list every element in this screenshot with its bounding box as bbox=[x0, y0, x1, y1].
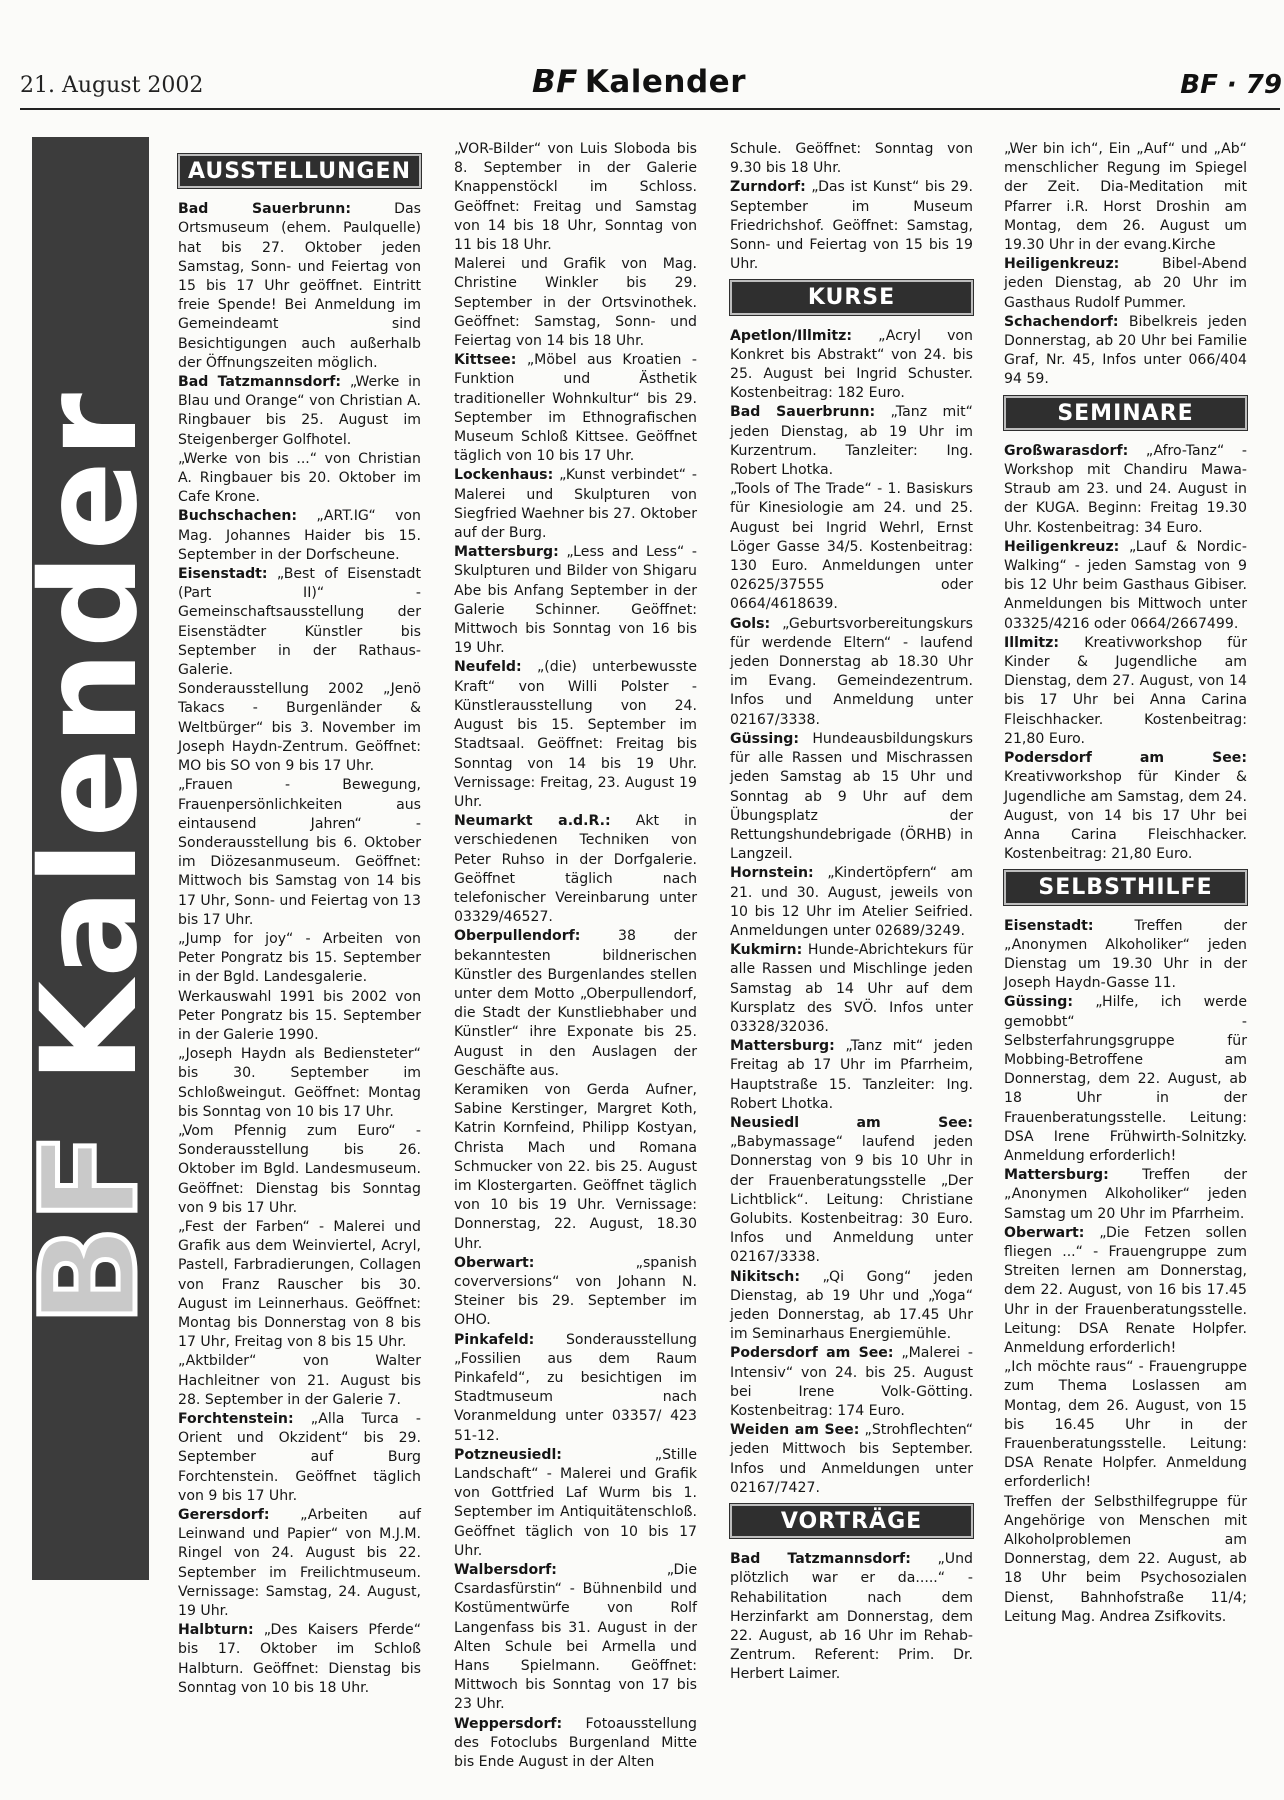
calendar-entry bbox=[454, 1715, 697, 1773]
entry-location: Oberwart: bbox=[454, 1254, 535, 1271]
calendar-entry bbox=[730, 1344, 973, 1421]
calendar-entry bbox=[1004, 749, 1247, 864]
calendar-entry bbox=[454, 1081, 697, 1254]
calendar-entry bbox=[730, 941, 973, 1037]
calendar-entry bbox=[730, 730, 973, 864]
side-banner-title bbox=[13, 390, 167, 1326]
entry-location: Güssing: bbox=[730, 730, 799, 747]
calendar-entry bbox=[178, 450, 421, 508]
calendar-entry bbox=[1004, 1493, 1247, 1627]
calendar-entry bbox=[454, 255, 697, 351]
entry-text: „Tanz mit“ jeden Dienstag, ab 19 Uhr im Kurzentrum. Tanzleiter: Ing. Robert Lhotka. bbox=[730, 404, 973, 479]
entry-text: Malerei und Grafik von Mag. Christine Winkler bis 29. September in der Ortsvinothek. Geöffnet: Samstag, Sonn- und Feiertag von 14 bis 18 Uhr. bbox=[454, 256, 697, 350]
entry-text: „Best of Eisenstadt (Part II)“ - Gemeinschaftsausstellung der Eisenstädter Künstler bis September in der Rathaus-Galerie. bbox=[178, 566, 421, 679]
entry-text: „Die Csardasfürstin“ - Bühnenbild und Kostümentwürfe von Rolf Langenfass bis 31. August in der Alten Schule bei Armella und Hans Spielmann. Geöffnet: Mittwoch bis Sonntag von 17 bis 23 Uhr. bbox=[454, 1562, 697, 1713]
entry-text: „Werke in Blau und Orange“ von Christian A. Ringbauer bis 25. August im Steigenberger Golfhotel. bbox=[178, 374, 421, 448]
calendar-entry bbox=[1004, 313, 1247, 390]
calendar-entry bbox=[730, 615, 973, 730]
entry-text: „Möbel aus Kroatien - Funktion und Ästhetik traditioneller Wohnkultur“ bis 29. September im Ethnografischen Museum Schloß Kittsee. Geöffnet täglich von 10 bis 17 Uhr. bbox=[454, 352, 697, 465]
calendar-entry bbox=[454, 1561, 697, 1715]
page-header bbox=[0, 0, 1284, 108]
calendar-entry bbox=[1004, 1224, 1247, 1358]
entry-text: „Werke von bis ...“ von Christian A. Ringbauer bis 20. Oktober im Cafe Krone. bbox=[178, 450, 421, 506]
entry-location: Kittsee: bbox=[454, 352, 517, 369]
entry-text: „Hilfe, ich werde gemobbt“ - Selbsterfahrungsgruppe für Mobbing-Betroffene am Donnerstag, dem 22. August, ab 18 Uhr in der Frauenberatungsstelle. Leitung: DSA Irene Frühwirth-Solnitzky. Anmeldung erforderlich! bbox=[1004, 994, 1247, 1164]
calendar-entry bbox=[1004, 140, 1247, 255]
entry-location: Zurndorf: bbox=[730, 179, 806, 196]
side-banner-word: Kalender bbox=[13, 390, 167, 1084]
calendar-entry bbox=[178, 507, 421, 565]
magazine-section-name: Kalender bbox=[584, 64, 746, 100]
section-heading: SEMINARE bbox=[1004, 396, 1247, 430]
calendar-entry bbox=[178, 565, 421, 680]
entry-text: Sonderausstellung „Fossilien aus dem Raum Pinkafeld“, zu besichtigen im Stadtmuseum nach Voranmeldung unter 03357/ 423 51-12. bbox=[454, 1331, 697, 1444]
entry-location: Weiden am See: bbox=[730, 1422, 860, 1439]
calendar-entry bbox=[1004, 917, 1247, 994]
entry-location: Mattersburg: bbox=[730, 1038, 835, 1055]
calendar-entry bbox=[454, 543, 697, 658]
entry-text: „Kindertöpfern“ am 21. und 30. August, jeweils von 10 bis 12 Uhr im Atelier Seifried. Anmeldungen unter 02689/3249. bbox=[730, 865, 973, 939]
column-2 bbox=[454, 140, 697, 1772]
entry-text: „Malerei - Intensiv“ von 24. bis 25. August bei Irene Volk-Götting. Kostenbeitrag: 174 Euro. bbox=[730, 1345, 973, 1419]
entry-text: Schule. Geöffnet: Sonntag von 9.30 bis 18 Uhr. bbox=[730, 141, 973, 177]
entry-location: Güssing: bbox=[1004, 994, 1073, 1011]
calendar-entry bbox=[730, 480, 973, 614]
entry-text: Kreativworkshop für Kinder & Jugendliche am Dienstag, dem 27. August, von 14 bis 17 Uhr bei Anna Carina Fleischhacker. Kostenbeitrag: 21,80 Euro. bbox=[1004, 634, 1247, 747]
entry-location: Podersdorf am See: bbox=[1004, 750, 1247, 767]
issue-date: 21. August 2002 bbox=[20, 73, 204, 98]
calendar-entry bbox=[454, 1446, 697, 1561]
entry-text: „Tools of The Trade“ - 1. Basiskurs für Kinesiologie am 24. und 25. August bei Ingrid Wehrl, Ernst Löger Gasse 34/5. Kostenbeitrag: 130 Euro. Anmeldungen unter 02625/37555 oder 0664/4618639. bbox=[730, 481, 973, 613]
entry-text: „Aktbilder“ von Walter Hachleitner von 21. August bis 28. September in der Galerie 7. bbox=[178, 1353, 421, 1408]
entry-text: „Geburtsvorbereitungskurs für werdende Eltern“ - laufend jeden Donnerstag ab 18.30 Uhr im Evang. Gemeindezentrum. Infos und Anmeldung unter 02167/3338. bbox=[730, 615, 973, 728]
calendar-entry bbox=[1004, 1166, 1247, 1224]
calendar-entry bbox=[454, 812, 697, 927]
entry-location: Nikitsch: bbox=[730, 1268, 800, 1285]
calendar-entry bbox=[178, 680, 421, 776]
entry-text: Kreativworkshop für Kinder & Jugendliche am Samstag, dem 24. August, von 14 bis 17 Uhr bei Anna Carina Fleischhacker. Kostenbeitrag: 21,80 Euro. bbox=[1004, 769, 1247, 863]
calendar-entry bbox=[178, 1122, 421, 1218]
calendar-entry bbox=[730, 1268, 973, 1345]
entry-text: Akt in verschiedenen Techniken von Peter Ruhso in der Dorfgalerie. Geöffnet täglich nach telefonischer Vereinbarung unter 03329/46527. bbox=[454, 813, 697, 926]
entry-text: Hunde-Abrichtekurs für alle Rassen und Mischlinge jeden Samstag ab 14 Uhr auf dem Kursplatz des SVÖ. Infos unter 03328/32036. bbox=[730, 942, 973, 1035]
page-number: BF · 79 bbox=[1180, 70, 1282, 100]
entry-location: Neumarkt a.d.R.: bbox=[454, 813, 611, 830]
entry-text: „Alla Turca - Orient und Okzident“ bis 29. September auf Burg Forchtenstein. Geöffnet täglich von 9 bis 17 Uhr. bbox=[178, 1411, 421, 1504]
calendar-entry bbox=[178, 776, 421, 930]
entry-text: „Kunst verbindet“ - Malerei und Skulpturen von Siegfried Waehner bis 27. Oktober auf der Burg. bbox=[454, 467, 697, 542]
entry-location: Halbturn: bbox=[178, 1622, 254, 1639]
magazine-title bbox=[532, 64, 746, 100]
entry-text: „Das ist Kunst“ bis 29. September im Museum Friedrichshof. Geöffnet: Samstag, Sonn- und Feiertag von 15 bis 19 Uhr. bbox=[730, 179, 973, 273]
entry-location: Illmitz: bbox=[1004, 634, 1059, 651]
entry-location: Podersdorf am See: bbox=[730, 1345, 894, 1362]
entry-text: „Ich möchte raus“ - Frauengruppe zum Thema Loslassen am Montag, dem 26. August, von 15 bis 16.45 Uhr in der Frauenberatungsstelle. Leitung: DSA Renate Holpfer. Anmeldung erforderlich! bbox=[1004, 1359, 1247, 1491]
calendar-entry bbox=[178, 200, 421, 373]
calendar-entry bbox=[1004, 634, 1247, 749]
calendar-entry bbox=[454, 466, 697, 543]
column-1 bbox=[178, 140, 421, 1698]
entry-location: Gerersdorf: bbox=[178, 1507, 270, 1524]
calendar-entry bbox=[178, 1506, 421, 1621]
side-banner-logo: BF bbox=[13, 1129, 167, 1326]
calendar-entry bbox=[1004, 255, 1247, 313]
entry-text: „Babymassage“ laufend jeden Donnerstag von 9 bis 10 Uhr in der Frauenberatungsstelle „Der Lichtblick“. Leitung: Christiane Golubits. Kostenbeitrag: 30 Euro. Infos und Anmeldung unter 02167/3338. bbox=[730, 1134, 973, 1266]
entry-location: Forchtenstein: bbox=[178, 1411, 294, 1427]
entry-location: Heiligenkreuz: bbox=[1004, 538, 1120, 555]
calendar-entry bbox=[178, 1352, 421, 1410]
entry-text: Sonderausstellung 2002 „Jenö Takacs - Burgenländer & Weltbürger“ bis 3. November im Joseph Haydn-Zentrum. Geöffnet: MO bis SO von 9 bis 17 Uhr. bbox=[178, 681, 421, 775]
entry-text: „Stille Landschaft“ - Malerei und Grafik von Gottfried Laf Wurm bis 1. September im Antiquitätenschloß. Geöffnet täglich von 10 bis 17 Uhr. bbox=[454, 1446, 697, 1559]
entry-text: „Jump for joy“ - Arbeiten von Peter Pongratz bis 15. September in der Bgld. Landesgalerie. bbox=[178, 930, 421, 986]
calendar-entry bbox=[1004, 1358, 1247, 1492]
entry-text: „Des Kaisers Pferde“ bis 17. Oktober im Schloß Halbturn. Geöffnet: Dienstag bis Sonntag von 10 bis 18 Uhr. bbox=[178, 1622, 421, 1696]
calendar-entry bbox=[178, 1410, 421, 1506]
entry-location: Schachendorf: bbox=[1004, 313, 1119, 330]
entry-location: Weppersdorf: bbox=[454, 1715, 563, 1732]
entry-text: 38 der bekanntesten bildnerischen Künstler des Burgenlandes stellen unter dem Motto „Oberpullendorf, die Stadt der Kunstliebhaber und Künstler“ ihre Exponate bis 25. August in den Auslagen der Geschäfte aus. bbox=[454, 928, 697, 1079]
calendar-entry bbox=[454, 351, 697, 466]
entry-location: Eisenstadt: bbox=[178, 566, 268, 583]
entry-location: Neusiedl am See: bbox=[730, 1114, 973, 1131]
entry-text: Treffen der Selbsthilfegruppe für Angehörige von Menschen mit Alkoholproblemen am Donnerstag, dem 22. August, ab 18 Uhr beim Psychosozialen Dienst, Bahnhofstraße 11/4; Leitung Mag. Andrea Zsifkovits. bbox=[1004, 1493, 1247, 1625]
section-heading: AUSSTELLUNGEN bbox=[178, 154, 421, 188]
entry-text: „Joseph Haydn als Bediensteter“ bis 30. September im Schloßweingut. Geöffnet: Montag bis Sonntag von 10 bis 17 Uhr. bbox=[178, 1046, 421, 1120]
magazine-logo: BF bbox=[532, 64, 578, 100]
entry-text: „Strohflechten“ jeden Mittwoch bis September. Infos und Anmeldungen unter 02167/7427. bbox=[730, 1422, 973, 1496]
entry-text: Hundeausbildungskurs für alle Rassen und Mischrassen jeden Samstag ab 15 Uhr und Sonntag ab 9 Uhr auf dem Übungsplatz der Rettungshundebrigade (ÖRHB) in Langzeil. bbox=[730, 730, 973, 863]
entry-text: Treffen der „Anonymen Alkoholiker“ jeden Dienstag um 19.30 Uhr in der Joseph Haydn-Gasse 11. bbox=[1004, 917, 1247, 992]
entry-location: Walbersdorf: bbox=[454, 1562, 557, 1579]
entry-text: „Die Fetzen sollen fliegen ...“ - Frauengruppe zum Streiten lernen am Donnerstag, dem 22. August, von 16 bis 17.45 Uhr in der Frauenberatungsstelle. Leitung: DSA Renate Holpfer. Anmeldung erforderlich! bbox=[1004, 1224, 1247, 1356]
calendar-entry bbox=[178, 930, 421, 988]
entry-text: Das Ortsmuseum (ehem. Paulquelle) hat bis 27. Oktober jeden Samstag, Sonn- und Feiertag von 15 bis 17 Uhr geöffnet. Eintritt freie Spende! Bei Anmeldung im Gemeindeamt sind Besichtigungen auch außerhalb der Öffnungszeiten möglich. bbox=[178, 201, 422, 371]
entry-location: Großwarasdorf: bbox=[1004, 442, 1129, 459]
entry-text: Werkauswahl 1991 bis 2002 von Peter Pongratz bis 15. September in der Galerie 1990. bbox=[178, 988, 421, 1043]
calendar-entry bbox=[454, 140, 697, 255]
section-heading: VORTRÄGE bbox=[730, 1504, 973, 1538]
entry-text: „Vom Pfennig zum Euro“ - Sonderausstellung bis 26. Oktober im Bgld. Landesmuseum. Geöffnet: Dienstag bis Sonntag von 9 bis 17 Uhr. bbox=[178, 1122, 421, 1216]
entry-text: „Lauf & Nordic-Walking“ - jeden Samstag von 9 bis 12 Uhr beim Gasthaus Gibiser. Anmeldungen bis Mittwoch unter 03325/4216 oder 0664/2667499. bbox=[1004, 538, 1247, 632]
calendar-entry bbox=[178, 1218, 421, 1352]
section-heading: SELBSTHILFE bbox=[1004, 870, 1247, 904]
entry-text: „VOR-Bilder“ von Luis Sloboda bis 8. September in der Galerie Knappenstöckl im Schloss. Geöffnet: Freitag und Samstag von 14 bis 18 Uhr, Sonntag von 11 bis 18 Uhr. bbox=[454, 141, 697, 254]
entry-location: Buchschachen: bbox=[178, 508, 298, 525]
calendar-entry bbox=[178, 1045, 421, 1122]
calendar-entry bbox=[730, 864, 973, 941]
entry-text: „(die) unterbewusste Kraft“ von Willi Polster - Künstlerausstellung von 24. August bis 15. September im Stadtsaal. Geöffnet: Freitag bis Sonntag von 14 bis 19 Uhr. Vernissage: Freitag, 23. August 19 Uhr. bbox=[454, 659, 697, 810]
entry-location: Hornstein: bbox=[730, 865, 814, 882]
entry-location: Bad Tatzmannsdorf: bbox=[730, 1551, 911, 1568]
entry-text: Fotoausstellung des Fotoclubs Burgenland Mitte bis Ende August in der Alten bbox=[454, 1715, 697, 1771]
calendar-entry bbox=[178, 988, 421, 1046]
entry-text: „Arbeiten auf Leinwand und Papier“ von M.J.M. Ringel von 24. August bis 22. September im Freilichtmuseum. Vernissage: Samstag, 24. August, 19 Uhr. bbox=[178, 1507, 421, 1620]
entry-location: Neufeld: bbox=[454, 659, 522, 676]
entry-text: Bibelkreis jeden Donnerstag, ab 20 Uhr bei Familie Graf, Nr. 45, Infos unter 066/404 94 59. bbox=[1004, 313, 1247, 388]
entry-location: Eisenstadt: bbox=[1004, 917, 1094, 934]
calendar-entry bbox=[730, 403, 973, 480]
section-heading: KURSE bbox=[730, 280, 973, 314]
calendar-entry bbox=[730, 1421, 973, 1498]
calendar-entry bbox=[730, 1037, 973, 1114]
calendar-entry bbox=[730, 140, 973, 178]
entry-text: „Und plötzlich war er da.....“ - Rehabilitation nach dem Herzinfarkt am Donnerstag, dem 22. August, ab 16 Uhr im Rehab-Zentrum. Referent: Prim. Dr. Herbert Laimer. bbox=[730, 1551, 973, 1683]
entry-location: Heiligenkreuz: bbox=[1004, 256, 1120, 273]
calendar-entry bbox=[730, 1550, 973, 1684]
calendar-entry bbox=[730, 327, 973, 404]
entry-text: „ART.IG“ von Mag. Johannes Haider bis 15. September in der Dorfscheune. bbox=[178, 508, 421, 563]
entry-text: Keramiken von Gerda Aufner, Sabine Kerstinger, Margret Koth, Katrin Kornfeind, Philipp Kostyan, Christa Mach und Romana Schmucker von 22. bis 25. August im Klostergarten. Geöffnet täglich von 10 bis 19 Uhr. Vernissage: Donnerstag, 22. August, 18.30 Uhr. bbox=[454, 1081, 697, 1252]
entry-text: Treffen der „Anonymen Alkoholiker“ jeden Samstag um 20 Uhr im Pfarrheim. bbox=[1004, 1167, 1247, 1222]
calendar-entry bbox=[454, 1254, 697, 1331]
entry-location: Oberwart: bbox=[1004, 1224, 1085, 1241]
entry-location: Mattersburg: bbox=[454, 544, 559, 561]
calendar-entry bbox=[1004, 993, 1247, 1166]
entry-location: Potzneusiedl: bbox=[454, 1446, 562, 1463]
calendar-entry bbox=[1004, 442, 1247, 538]
calendar-entry bbox=[730, 1114, 973, 1268]
calendar-entry bbox=[454, 927, 697, 1081]
entry-text: „Acryl von Konkret bis Abstrakt“ von 24. bis 25. August bei Ingrid Schuster. Kostenbeitrag: 182 Euro. bbox=[730, 327, 973, 402]
header-rule bbox=[20, 108, 1280, 110]
calendar-entry bbox=[1004, 538, 1247, 634]
entry-text: „Less and Less“ - Skulpturen und Bilder von Shigaru Abe bis Anfang September in der Galerie Schinner. Geöffnet: Mittwoch bis Sonntag von 16 bis 19 Uhr. bbox=[454, 544, 697, 657]
calendar-entry bbox=[454, 658, 697, 812]
calendar-entry bbox=[730, 178, 973, 274]
entry-text: „Qi Gong“ jeden Dienstag, ab 19 Uhr und „Yoga“ jeden Donnerstag, ab 17.45 Uhr im Seminarhaus Energiemühle. bbox=[730, 1268, 973, 1343]
entry-text: „Tanz mit“ jeden Freitag ab 17 Uhr im Pfarrheim, Hauptstraße 15. Tanzleiter: Ing. Robert Lhotka. bbox=[730, 1038, 973, 1112]
entry-location: Bad Tatzmannsdorf: bbox=[178, 374, 341, 391]
entry-location: Bad Sauerbrunn: bbox=[178, 201, 351, 218]
entry-location: Apetlon/Illmitz: bbox=[730, 327, 852, 344]
entry-location: Mattersburg: bbox=[1004, 1167, 1109, 1184]
column-3 bbox=[730, 140, 973, 1685]
calendar-entry bbox=[454, 1331, 697, 1446]
entry-location: Bad Sauerbrunn: bbox=[730, 404, 876, 421]
entry-location: Gols: bbox=[730, 615, 771, 632]
calendar-entry bbox=[178, 1621, 421, 1698]
entry-location: Oberpullendorf: bbox=[454, 928, 581, 945]
entry-location: Kukmirn: bbox=[730, 942, 803, 959]
calendar-entry bbox=[178, 373, 421, 450]
entry-text: „Fest der Farben“ - Malerei und Grafik aus dem Weinviertel, Acryl, Pastell, Farbradierungen, Collagen von Franz Rauscher bis 30. August im Leinnerhaus. Geöffnet: Montag bis Donnerstag von 8 bis 17 Uhr, Freitag von 8 bis 15 Uhr. bbox=[178, 1218, 421, 1351]
entry-text: Bibel-Abend jeden Dienstag, ab 20 Uhr im Gasthaus Rudolf Pummer. bbox=[1004, 256, 1247, 311]
entry-text: „spanish coverversions“ von Johann N. Steiner bis 29. September im OHO. bbox=[454, 1254, 697, 1329]
entry-text: „Afro-Tanz“ - Workshop mit Chandiru Mawa-Straub am 23. und 24. August in der KUGA. Beginn: Freitag 19.30 Uhr. Kostenbeitrag: 34 Euro. bbox=[1004, 442, 1247, 536]
entry-text: „Frauen - Bewegung, Frauenpersönlichkeiten aus eintausend Jahren“ - Sonderausstellung bis 6. Oktober im Diözesanmuseum. Geöffnet: Mittwoch bis Samstag von 14 bis 17 Uhr, Sonn- und Feiertag von 13 bis 17 Uhr. bbox=[178, 777, 421, 928]
entry-text: „Wer bin ich“, Ein „Auf“ und „Ab“ menschlicher Regung im Spiegel der Zeit. Dia-Meditation mit Pfarrer i.R. Horst Droshin am Montag, dem 26. August um 19.30 Uhr in der evang.Kirche bbox=[1004, 141, 1247, 254]
entry-location: Pinkafeld: bbox=[454, 1331, 535, 1348]
entry-location: Lockenhaus: bbox=[454, 467, 554, 484]
column-4 bbox=[1004, 140, 1247, 1627]
